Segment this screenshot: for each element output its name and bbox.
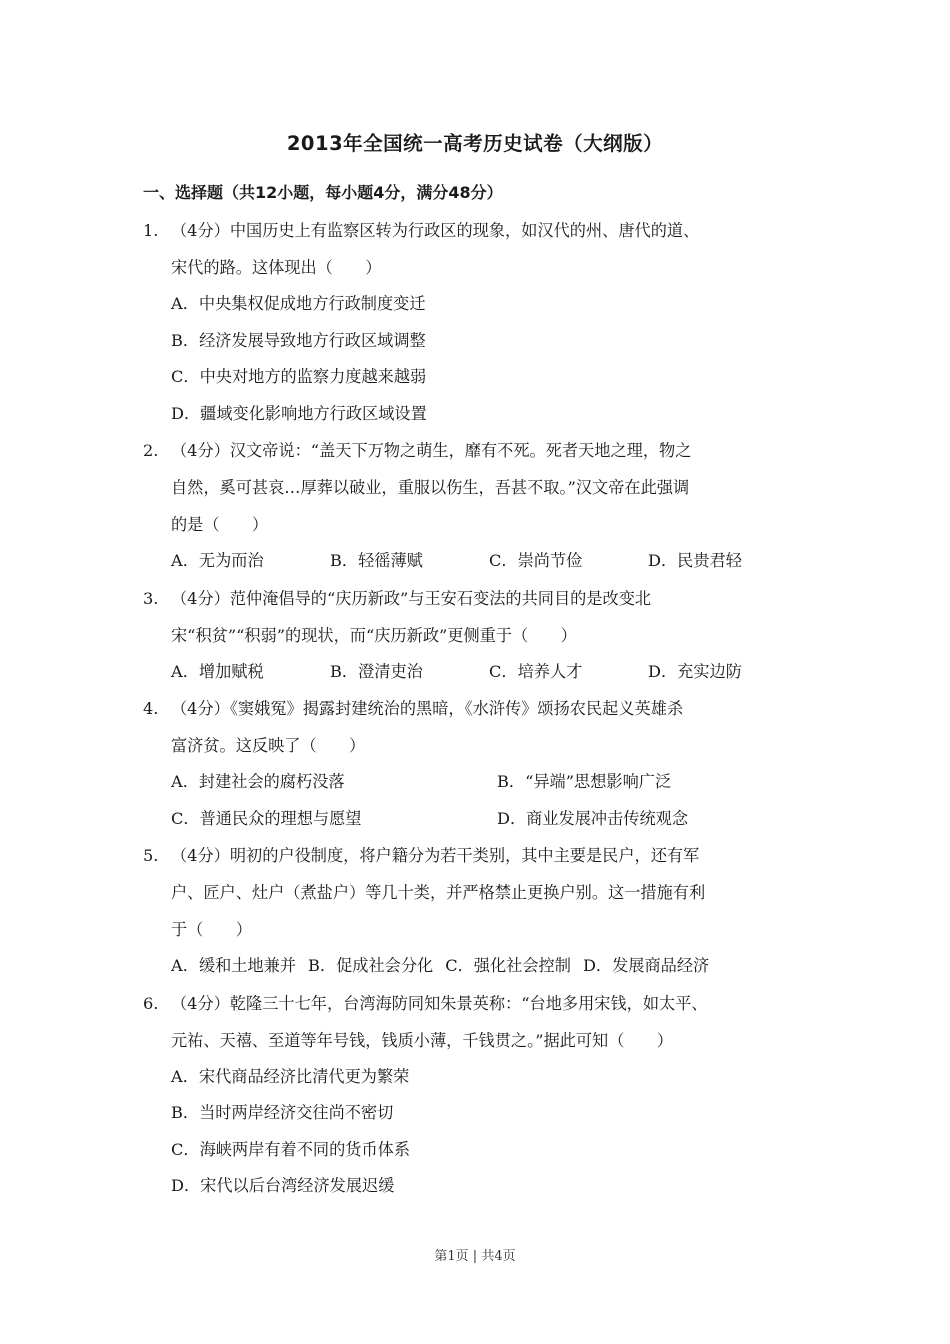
option-a: A．增加赋税: [171, 661, 264, 681]
question-stem-line: [143, 580, 823, 617]
option-d: D．民贵君轻: [648, 551, 742, 570]
option-b: B．促成社会分化: [308, 956, 434, 975]
question-stem-line: 宋“积贫”“积弱”的现状，而“庆历新政”更侧重于（ ）: [171, 625, 577, 645]
option-b: B．“异端”思想影响广泛: [497, 772, 672, 791]
question-stem-line: 于（ ）: [171, 920, 252, 939]
question-4: [143, 690, 823, 837]
option-b: B．经济发展导致地方行政区域调整: [171, 330, 426, 350]
question-number: 1.: [143, 221, 159, 240]
option-c: C．中央对地方的监察力度越来越弱: [171, 367, 427, 386]
option-d: D．宋代以后台湾经济发展迟缓: [171, 1176, 395, 1195]
option-d: D．商业发展冲击传统观念: [497, 808, 689, 828]
question-text: （4分）明初的户役制度，将户籍分为若干类别，其中主要是民户，还有军: [171, 846, 700, 865]
question-stem-line: 宋代的路。这体现出（ ）: [171, 258, 382, 277]
option-row: [143, 764, 823, 801]
option-b: B．澄清吏治: [330, 661, 423, 681]
question-text: （4分）《窦娥冤》揭露封建统治的黑暗，《水浒传》颂扬农民起义英雄杀: [171, 699, 684, 718]
question-number: 4.: [143, 699, 159, 718]
option-b: B．轻徭薄赋: [330, 551, 423, 570]
question-stem-line: [143, 690, 823, 727]
question-stem-line: [143, 985, 823, 1022]
page-title: 2013年全国统一高考历史试卷（大纲版）: [286, 132, 664, 155]
question-2: [143, 432, 823, 580]
option-d: D．充实边防: [648, 661, 742, 681]
option-row: [143, 948, 823, 985]
question-6: [143, 985, 823, 1205]
question-stem-line: 富济贫。这反映了（ ）: [171, 736, 366, 755]
question-1: [143, 212, 823, 432]
question-number: 5.: [143, 846, 159, 865]
option-row: [143, 543, 823, 580]
question-text: （4分）汉文帝说：“盖天下万物之萌生，靡有不死。死者天地之理，物之: [171, 441, 692, 460]
question-number: 3.: [143, 588, 159, 608]
question-number: 6.: [143, 993, 159, 1013]
question-text: （4分）乾隆三十七年，台湾海防同知朱景英称：“台地多用宋钱，如太平、: [171, 993, 708, 1013]
option-b: B．当时两岸经济交往尚不密切: [171, 1103, 394, 1122]
option-c: C．培养人才: [489, 661, 583, 681]
page-footer: 第1页 | 共4页: [434, 1249, 516, 1264]
option-row: [143, 654, 823, 691]
option-row: [143, 801, 823, 838]
question-5: [143, 837, 823, 985]
option-a: A．缓和土地兼并: [171, 956, 297, 975]
question-text: （4分）范仲淹倡导的“庆历新政”与王安石变法的共同目的是改变北: [171, 588, 652, 608]
section-heading: 一、选择题（共12小题，每小题4分，满分48分）: [143, 183, 503, 202]
question-stem-line: 自然，奚可甚哀…厚葬以破业，重服以伤生，吾甚不取。”汉文帝在此强调: [171, 478, 690, 497]
question-number: 2.: [143, 441, 159, 460]
question-stem-line: [143, 212, 823, 249]
question-text: （4分）中国历史上有监察区转为行政区的现象，如汉代的州、唐代的道、: [171, 221, 700, 240]
option-a: A．封建社会的腐朽没落: [171, 772, 345, 791]
option-d: D．疆域变化影响地方行政区域设置: [171, 403, 427, 423]
option-a: A．宋代商品经济比清代更为繁荣: [171, 1066, 410, 1086]
question-stem-line: 的是（ ）: [171, 515, 269, 534]
option-c: C．崇尚节俭: [489, 551, 583, 570]
question-stem-line: 元祐、天禧、至道等年号钱，钱质小薄，千钱贯之。”据此可知（ ）: [171, 1030, 673, 1050]
question-stem-line: [143, 837, 823, 874]
option-a: A．无为而治: [171, 551, 264, 570]
question-stem-line: 户、匠户、灶户（煮盐户）等几十类，并严格禁止更换户别。这一措施有利: [171, 883, 706, 902]
option-c: C．普通民众的理想与愿望: [171, 808, 362, 828]
option-d: D．发展商品经济: [582, 956, 710, 975]
question-3: [143, 580, 823, 691]
question-stem-line: [143, 432, 823, 469]
option-c: C．强化社会控制: [445, 956, 571, 975]
option-a: A．中央集权促成地方行政制度变迁: [171, 294, 426, 313]
option-c: C．海峡两岸有着不同的货币体系: [171, 1139, 411, 1159]
question-list: [143, 212, 823, 1205]
